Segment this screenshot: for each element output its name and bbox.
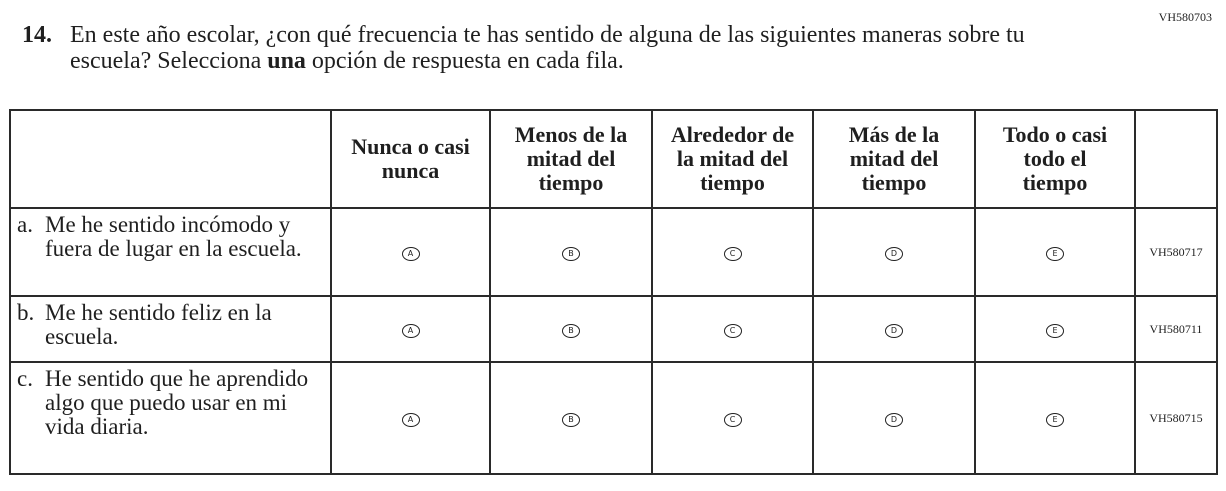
item-letter: b. (17, 300, 35, 325)
answer-bubble-b[interactable]: B (562, 247, 580, 261)
item-letter: a. (17, 212, 33, 237)
column-header (813, 110, 975, 208)
answer-bubble-e[interactable]: E (1046, 413, 1064, 427)
answer-bubble-c[interactable]: C (724, 413, 742, 427)
table-row (10, 362, 1217, 474)
column-header (490, 110, 652, 208)
column-header-label: Más de la mitad del tiempo (848, 122, 940, 195)
question-number: 14. (22, 22, 52, 48)
column-header (331, 110, 490, 208)
header-blank (10, 110, 331, 208)
column-header-label: Nunca o casi nunca (351, 134, 470, 183)
table-row (10, 208, 1217, 296)
answer-bubble-c[interactable]: C (724, 247, 742, 261)
question-text-before: En este año escolar, ¿con qué frecuencia te has sentido de alguna de las siguientes maneras sobre tu escuela? Selecciona (70, 22, 1025, 74)
item-code: VH580711 (1135, 296, 1217, 362)
question-prompt (22, 22, 1102, 74)
item-label: Me he sentido feliz en la escuela. (45, 300, 272, 349)
question-text (70, 22, 1102, 74)
answer-bubble-a[interactable]: A (402, 413, 420, 427)
page-code: VH580703 (1158, 10, 1212, 24)
item-label: He sentido que he aprendido algo que puedo usar en mi vida diaria. (45, 366, 309, 439)
answer-bubble-d[interactable]: D (885, 413, 903, 427)
answer-bubble-d[interactable]: D (885, 324, 903, 338)
item-cell (10, 362, 331, 474)
question-text-bold: una (267, 48, 306, 74)
column-header-label: Alrededor de la mitad del tiempo (670, 122, 795, 195)
answer-bubble-e[interactable]: E (1046, 247, 1064, 261)
answer-bubble-c[interactable]: C (724, 324, 742, 338)
answer-bubble-d[interactable]: D (885, 247, 903, 261)
table-row (10, 296, 1217, 362)
answer-bubble-b[interactable]: B (562, 324, 580, 338)
column-header-label: Todo o casi todo el tiempo (1002, 122, 1108, 195)
header-code-column (1135, 110, 1217, 208)
item-letter: c. (17, 366, 33, 391)
answer-bubble-e[interactable]: E (1046, 324, 1064, 338)
item-label: Me he sentido incómodo y fuera de lugar en la escuela. (45, 212, 302, 261)
column-header (652, 110, 813, 208)
response-table (9, 109, 1218, 475)
answer-bubble-a[interactable]: A (402, 247, 420, 261)
column-header (975, 110, 1135, 208)
header-row (10, 110, 1217, 208)
item-cell (10, 208, 331, 296)
answer-bubble-b[interactable]: B (562, 413, 580, 427)
item-code: VH580717 (1135, 208, 1217, 296)
question-text-after: opción de respuesta en cada fila. (305, 48, 624, 74)
item-cell (10, 296, 331, 362)
column-header-label: Menos de la mitad del tiempo (514, 122, 628, 195)
item-code: VH580715 (1135, 362, 1217, 474)
answer-bubble-a[interactable]: A (402, 324, 420, 338)
